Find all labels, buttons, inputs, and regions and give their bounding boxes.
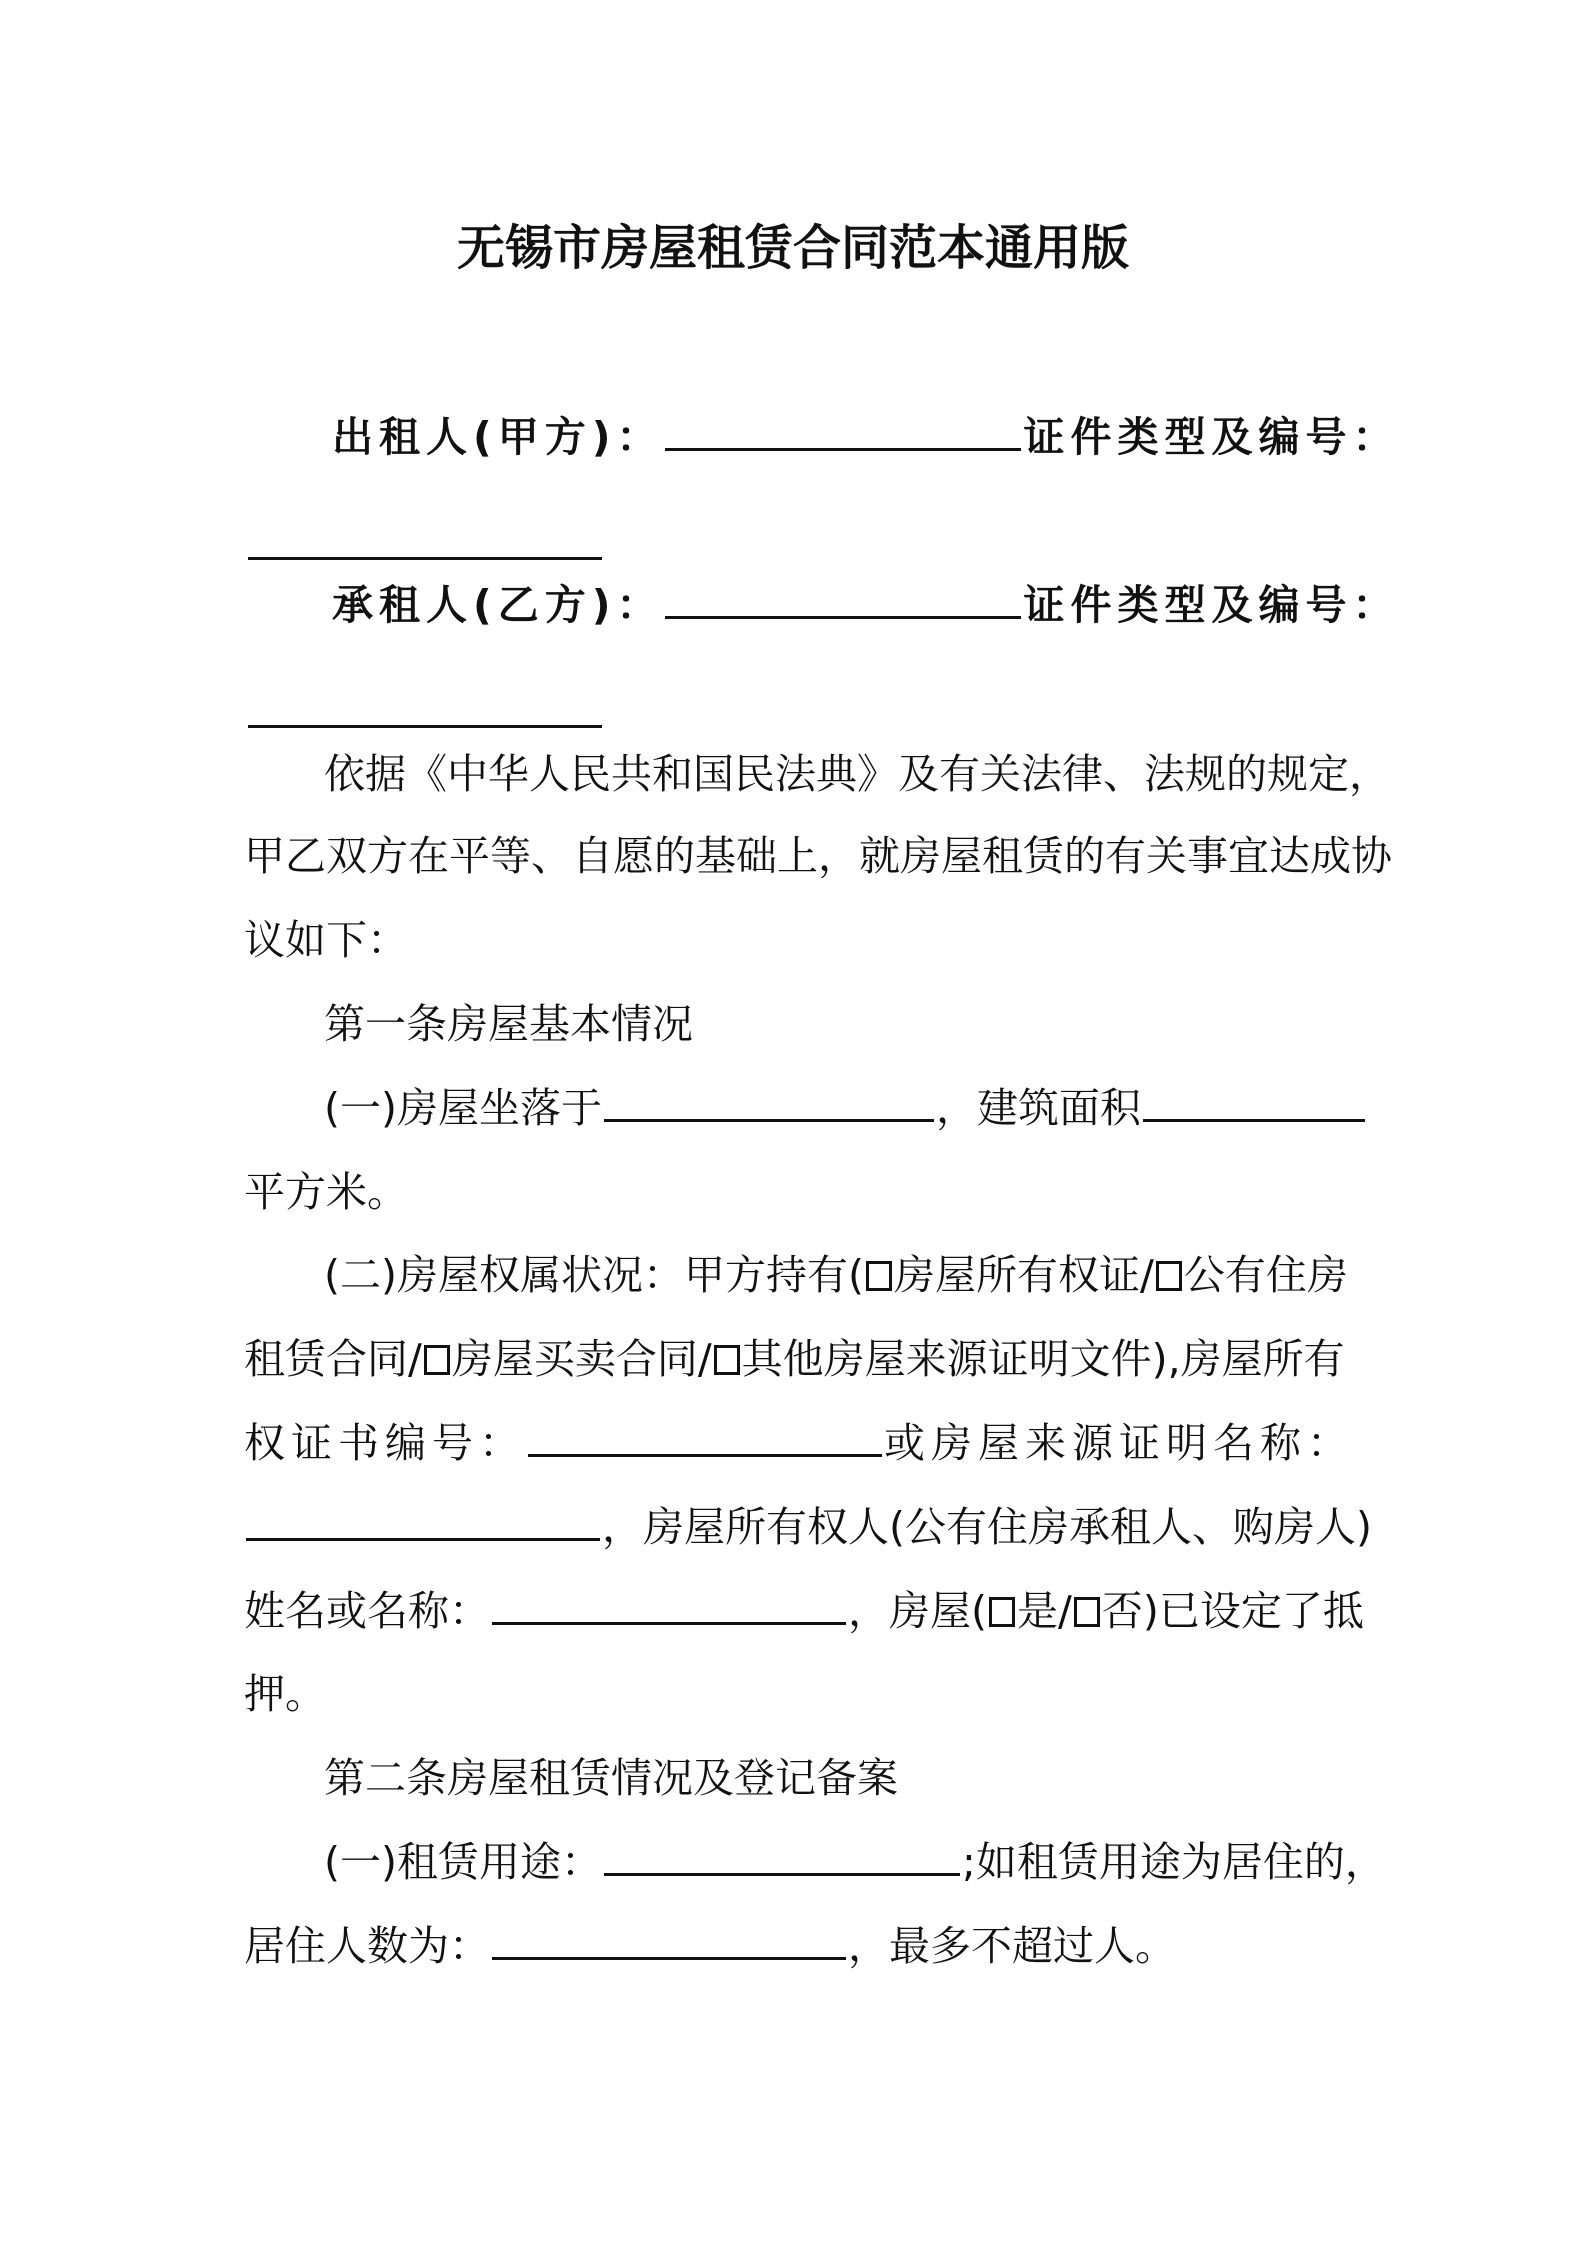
preamble-line-2: 甲乙双方在平等、自愿的基础上，就房屋租赁的有关事宜达成协 — [244, 832, 1392, 880]
owner-name-label: 姓名或名称： — [244, 1587, 490, 1635]
opt-yes-label: 是/ — [1017, 1587, 1072, 1635]
lessor-id-blank — [248, 525, 602, 560]
article2-item1 — [324, 1836, 1386, 1888]
location-blank — [604, 1087, 934, 1122]
article2-residents — [244, 1920, 1176, 1972]
owner-name-blank — [492, 1590, 846, 1625]
article1-item2-line5 — [244, 1585, 1364, 1637]
preamble-line-1: 依据《中华人民共和国民法典》及有关法律、法规的规定， — [324, 750, 1390, 798]
lessor-id-line — [246, 520, 604, 572]
opt-public-label-2: 租赁合同/ — [244, 1335, 422, 1383]
lessee-id-label: 证件类型及编号： — [1023, 581, 1400, 629]
mortgage-label: ，房屋( — [848, 1587, 987, 1635]
lessor-id-label: 证件类型及编号： — [1023, 413, 1400, 461]
cert-no-label: 权证书编号： — [244, 1419, 526, 1467]
source-name-label: 或房屋来源证明名称： — [884, 1419, 1354, 1467]
lessee-id-line — [246, 688, 604, 740]
location-label: (一)房屋坐落于 — [324, 1084, 602, 1132]
opt-cert-label: 房屋所有权证/ — [894, 1251, 1154, 1299]
article1-item2-line4 — [244, 1501, 1372, 1553]
lessor-line — [332, 411, 1399, 463]
cert-no-blank — [528, 1422, 882, 1457]
article1-item1 — [324, 1082, 1367, 1134]
checkbox-mortgage-yes[interactable] — [989, 1597, 1015, 1627]
area-blank — [1143, 1087, 1365, 1122]
usage-label: (一)租赁用途： — [324, 1838, 602, 1886]
usage-residential-label: ;如租赁用途为居住的， — [962, 1838, 1386, 1886]
source-name-blank — [246, 1506, 600, 1541]
checkbox-other-docs[interactable] — [714, 1345, 740, 1375]
article1-item2-line2 — [244, 1333, 1345, 1385]
checkbox-mortgage-no[interactable] — [1074, 1597, 1100, 1627]
article1-heading: 第一条房屋基本情况 — [324, 1000, 693, 1048]
residents-end: ，最多不超过人。 — [848, 1922, 1176, 1970]
residents-blank — [492, 1925, 846, 1960]
lessee-id-blank — [248, 693, 602, 728]
owner-label: ，房屋所有权人(公有住房承租人、购房人) — [602, 1503, 1372, 1551]
residents-label: 居住人数为： — [244, 1922, 490, 1970]
opt-public-label: 公有住房 — [1183, 1251, 1348, 1299]
area-label: ，建筑面积 — [936, 1084, 1141, 1132]
mortgage-end: 押。 — [244, 1670, 326, 1718]
document-title: 无锡市房屋租赁合同范本通用版 — [456, 220, 1129, 276]
checkbox-public-housing[interactable] — [1156, 1261, 1182, 1291]
lessor-label: 出租人(甲方)： — [332, 413, 664, 461]
area-unit: 平方米。 — [244, 1168, 408, 1216]
lessee-line — [332, 579, 1399, 631]
ownership-label: (二)房屋权属状况：甲方持有( — [324, 1251, 864, 1299]
opt-sale-label: 房屋买卖合同/ — [451, 1335, 712, 1383]
lessor-name-blank — [665, 416, 1021, 451]
checkbox-cert[interactable] — [866, 1261, 892, 1291]
opt-other-label: 其他房屋来源证明文件),房屋所有 — [741, 1335, 1345, 1383]
lessee-name-blank — [665, 584, 1021, 619]
lessee-label: 承租人(乙方)： — [332, 581, 664, 629]
article1-item2-line3 — [244, 1417, 1354, 1469]
preamble-line-3: 议如下： — [244, 916, 408, 964]
opt-no-label: 否)已设定了抵 — [1101, 1587, 1364, 1635]
usage-blank — [604, 1841, 960, 1876]
article2-heading: 第二条房屋租赁情况及登记备案 — [324, 1754, 898, 1802]
checkbox-sale-contract[interactable] — [424, 1345, 450, 1375]
article1-item2-line1 — [324, 1249, 1348, 1301]
